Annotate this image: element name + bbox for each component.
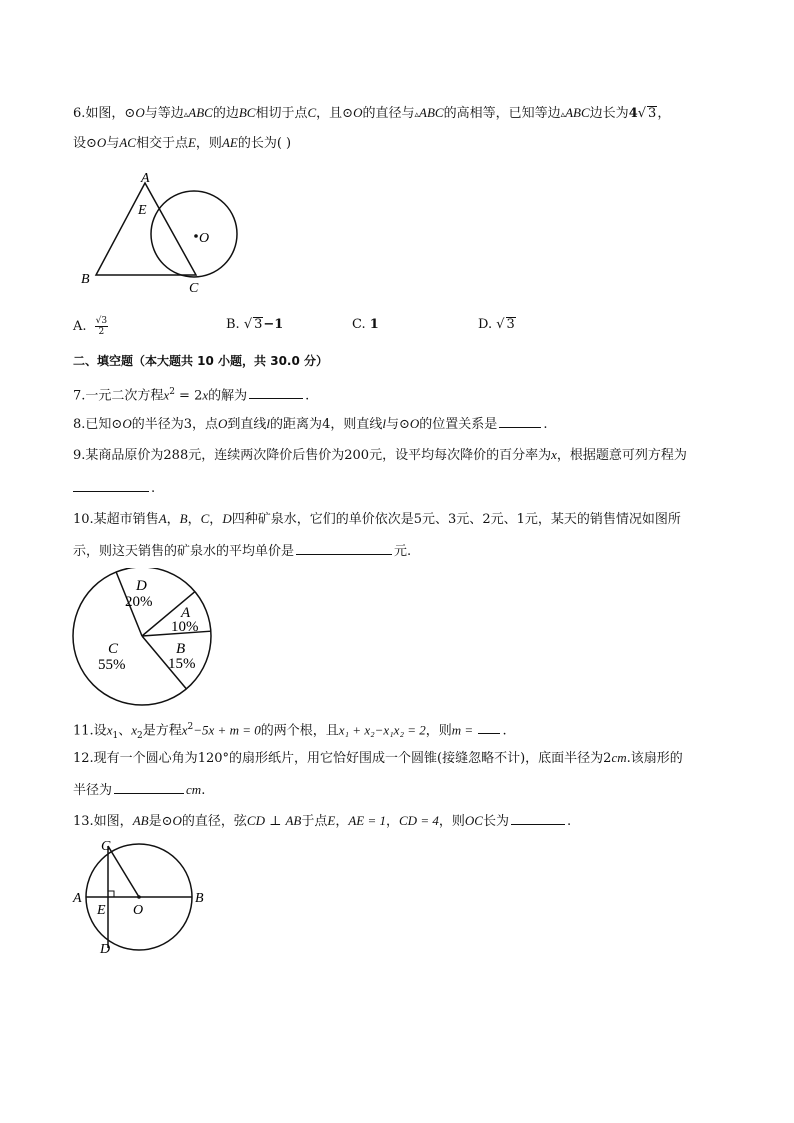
segment-oc — [108, 846, 139, 897]
pie-label-d: D — [136, 578, 147, 594]
pie-pct-d: 20% — [125, 594, 153, 610]
label-b: B — [81, 272, 90, 287]
pie-pct-b: 15% — [168, 656, 196, 672]
q11-answer-blank[interactable] — [478, 720, 500, 734]
q12-line-2: 半径为 cm. — [73, 782, 206, 798]
q6-option-c[interactable]: C. 1 — [352, 317, 379, 332]
q9-line-1: 9.某商品原价为288元，连续两次降价后售价为200元，设平均每次降价的百分率为x，根据题意可列方程为 — [73, 447, 687, 463]
label-e: E — [97, 903, 106, 918]
q6-option-a[interactable]: A. $\frac{√3}{2}$ — [73, 316, 108, 337]
pie-pct-a: 10% — [171, 619, 199, 635]
pie-pct-c: 55% — [98, 657, 126, 673]
q12-line-1: 12.现有一个圆心角为120°的扇形纸片，用它恰好围成一个圆锥(接缝忽略不计)，底面半径为2cm.该扇形的 — [73, 750, 683, 766]
q6-figure — [78, 168, 248, 296]
q13-figure — [70, 836, 220, 962]
center-point — [194, 234, 198, 238]
q10-pie-chart — [70, 568, 220, 708]
triangle-abc — [96, 183, 196, 275]
right-angle-mark — [108, 891, 114, 897]
pie-label-c: C — [108, 641, 119, 657]
q6-option-b[interactable]: B. √ 3−1 — [226, 317, 284, 332]
label-c: C — [189, 281, 199, 296]
pie-label-a: A — [181, 605, 191, 621]
label-c: C — [101, 839, 111, 854]
section-heading: 二、填空题（本大题共 10 小题，共 30.0 分） — [73, 354, 329, 368]
q6-line-1: 6.如图，⊙O与等边▵ABC的边BC相切于点C，且⊙O的直径与▵ABC的高相等，已知等边▵ABC边长为4√ 3， — [73, 105, 671, 121]
q11-line: 11.设$x_1$、$x_2$是方程$x^2-5x + m = 0$的两个根，且x₁ + x₂−x₁x₂ = 2，则m = . — [73, 722, 507, 741]
q9-line-2: . — [73, 478, 155, 498]
q10-line-1: 10.某超市销售A，B，C，D四种矿泉水，它们的单价依次是5元、3元、2元、1元，某天的销售情况如图所 — [73, 511, 681, 527]
q8-line: 8.已知⊙O的半径为3，点O到直线l的距离为4，则直线l与⊙O的位置关系是 . — [73, 416, 548, 432]
q9-answer-blank[interactable] — [73, 478, 149, 492]
q12-answer-blank[interactable] — [114, 780, 184, 794]
label-b: B — [195, 891, 204, 906]
circle-o — [151, 191, 237, 277]
q7-answer-blank[interactable] — [249, 385, 303, 399]
q13-line: 13.如图，AB是⊙O的直径，弦CD ⊥ AB于点E，AE = 1，CD = 4，则OC长为 . — [73, 813, 572, 829]
q7-line: 7.一元二次方程$x^2 = 2x$的解为 . — [73, 387, 310, 404]
label-o: O — [199, 231, 210, 246]
q10-line-2: 示，则这天销售的矿泉水的平均单价是 元. — [73, 541, 411, 561]
label-d: D — [100, 942, 111, 957]
pie-label-b: B — [176, 641, 186, 657]
q6-line-2: 设⊙O与AC相交于点E，则AE的长为( ) — [73, 135, 292, 151]
q13-answer-blank[interactable] — [511, 811, 565, 825]
q10-answer-blank[interactable] — [296, 541, 392, 555]
label-a: A — [141, 171, 150, 186]
label-a: A — [73, 891, 82, 906]
label-o: O — [133, 903, 144, 918]
q8-answer-blank[interactable] — [499, 414, 541, 428]
center-point — [137, 895, 141, 899]
label-e: E — [138, 203, 147, 218]
q6-option-d[interactable]: D. √ 3 — [478, 317, 515, 332]
